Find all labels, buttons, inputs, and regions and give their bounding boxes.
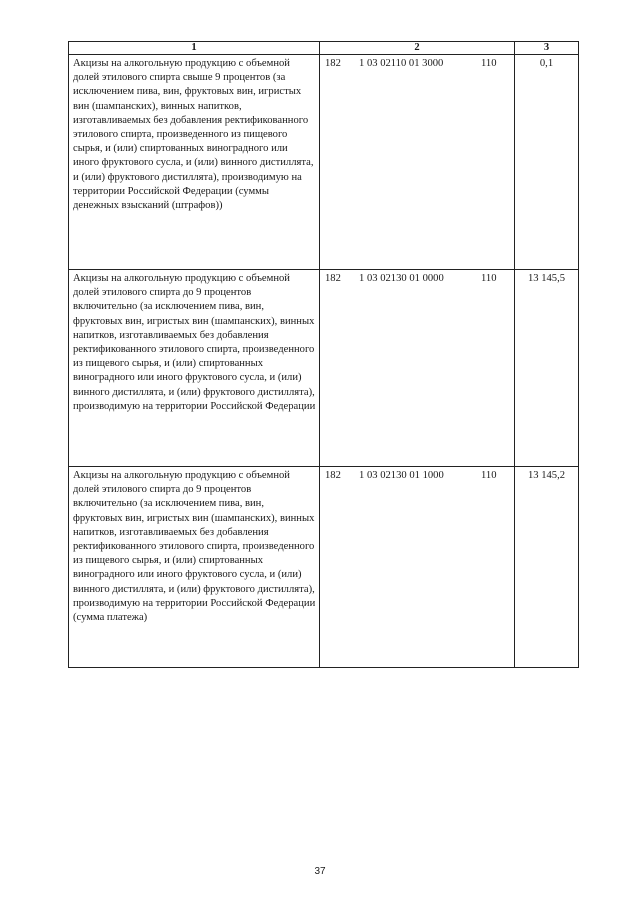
table-row [69, 270, 579, 467]
classification-code: 1 03 02130 01 1000 [359, 470, 444, 481]
revenue-code-cell [320, 270, 515, 467]
revenue-code-cell [320, 55, 515, 270]
subtype-code: 110 [481, 58, 497, 69]
table-row [69, 55, 579, 270]
classification-code: 1 03 02130 01 0000 [359, 273, 444, 284]
column-header-1: 1 [69, 42, 320, 55]
column-header-2: 2 [320, 42, 515, 55]
table-header-row [69, 42, 579, 55]
subtype-code: 110 [481, 273, 497, 284]
revenue-name-cell: Акцизы на алкогольную продукцию с объемной долей этилового спирта до 9 процентов включительно (за исключением пива, вин, фруктовых вин, игристых вин (шампанских), винных напитков, изготавливаемых без добавления ректификованного этилового спирта, произведенного из пищевого сырья, и (или) спиртованных виноградного или иного фруктового сусла, и (или) винного дистиллята, и (или) фруктового дистиллята), производимую на территории Российской Федерации [69, 270, 320, 467]
admin-code: 182 [325, 470, 341, 481]
table-row [69, 467, 579, 668]
subtype-code: 110 [481, 470, 497, 481]
classification-code: 1 03 02110 01 3000 [359, 58, 444, 69]
page-number: 37 [314, 866, 326, 877]
amount-cell: 13 145,5 [515, 270, 579, 467]
amount-cell: 13 145,2 [515, 467, 579, 668]
revenue-name-cell: Акцизы на алкогольную продукцию с объемной долей этилового спирта свыше 9 процентов (за исключением пива, вин, фруктовых вин, игристых вин (шампанских), винных напитков, изготавливаемых без добавления ректификованного этилового спирта, произведенного из пищевого сырья, и (или) спиртованных виноградного или иного фруктового сусла, и (или) винного дистиллята, и (или) фруктового дистиллята), производимую на территории Российской Федерации (суммы денежных взысканий (штрафов)) [69, 55, 320, 270]
column-header-3: 3 [515, 42, 579, 55]
budget-revenue-table [68, 41, 579, 668]
amount-cell: 0,1 [515, 55, 579, 270]
admin-code: 182 [325, 58, 341, 69]
admin-code: 182 [325, 273, 341, 284]
revenue-name-cell: Акцизы на алкогольную продукцию с объемной долей этилового спирта до 9 процентов включительно (за исключением пива, вин, фруктовых вин, игристых вин (шампанских), винных напитков, изготавливаемых без добавления ректификованного этилового спирта, произведенного из пищевого сырья, и (или) спиртованных виноградного или иного фруктового сусла, и (или) винного дистиллята, и (или) фруктового дистиллята), производимую на территории Российской Федерации (сумма платежа) [69, 467, 320, 668]
revenue-code-cell [320, 467, 515, 668]
